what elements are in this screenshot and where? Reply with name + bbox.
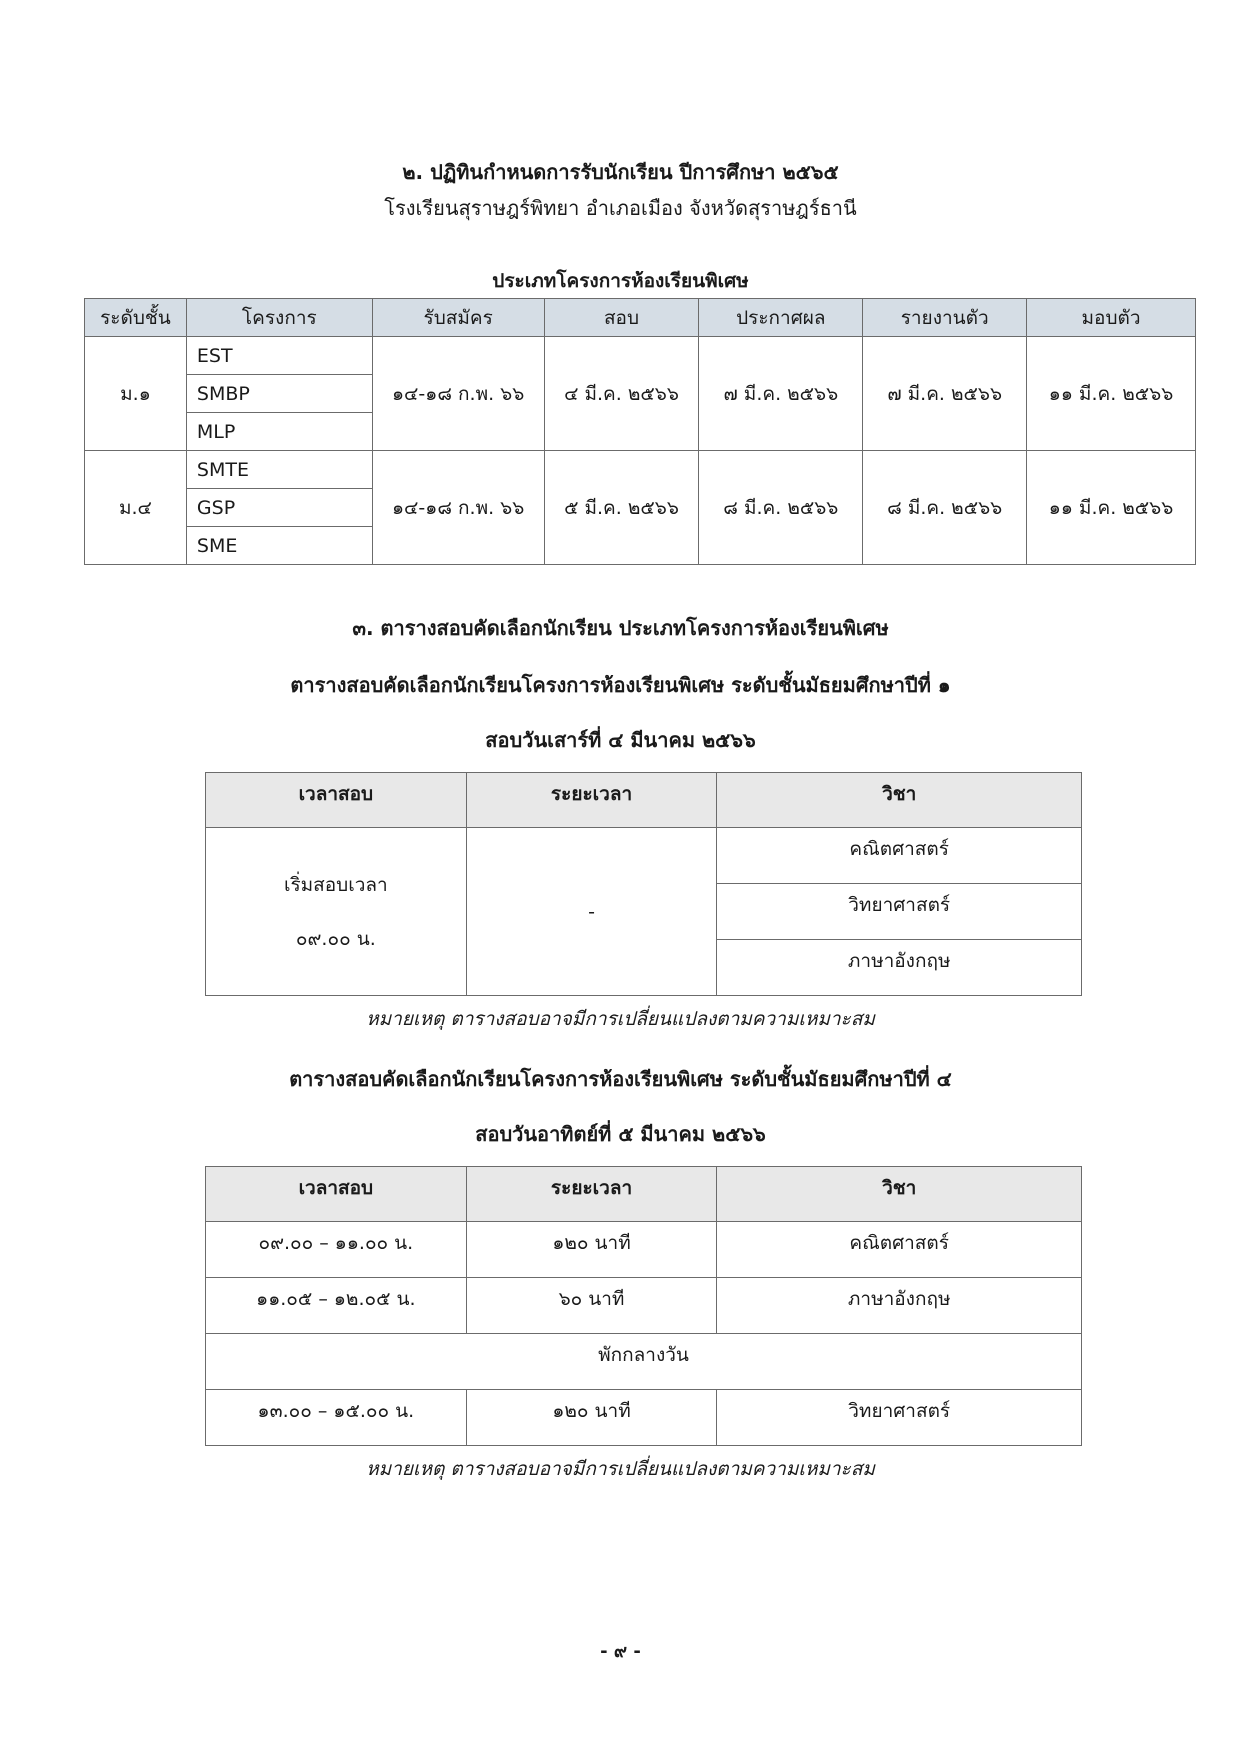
col-header-time: เวลาสอบ [206, 773, 467, 828]
exam-cell: ๕ มี.ค. ๒๕๖๖ [544, 451, 699, 565]
m4-exam-table [205, 1166, 1082, 1446]
project-cell: SMBP [186, 375, 372, 413]
admission-calendar-table [84, 298, 1196, 565]
page-number: - ๙ - [600, 1641, 641, 1662]
duration-cell: ๑๒๐ นาที [466, 1222, 717, 1278]
duration-cell: - [466, 828, 717, 996]
m4-exam-date: สอบวันอาทิตย์ที่ ๕ มีนาคม ๒๕๖๖ [475, 1122, 766, 1146]
col-header-apply: รับสมัคร [372, 299, 544, 337]
m1-exam-table [205, 772, 1082, 996]
apply-cell: ๑๔-๑๘ ก.พ. ๖๖ [372, 337, 544, 451]
duration-cell: ๖๐ นาที [466, 1278, 717, 1334]
level-cell: ม.๑ [85, 337, 187, 451]
enroll-cell: ๑๑ มี.ค. ๒๕๖๖ [1027, 337, 1196, 451]
project-cell: SMTE [186, 451, 372, 489]
subject-cell: วิทยาศาสตร์ [717, 1390, 1082, 1446]
start-time-cell [206, 828, 467, 996]
time-cell: ๐๙.๐๐ – ๑๑.๐๐ น. [206, 1222, 467, 1278]
apply-cell: ๑๔-๑๘ ก.พ. ๖๖ [372, 451, 544, 565]
table-row [206, 1390, 1082, 1446]
table-row [206, 1222, 1082, 1278]
table-header-row [206, 773, 1082, 828]
subject-cell: ภาษาอังกฤษ [717, 940, 1082, 996]
col-header-enroll: มอบตัว [1027, 299, 1196, 337]
col-header-time: เวลาสอบ [206, 1167, 467, 1222]
col-header-duration: ระยะเวลา [466, 773, 717, 828]
subject-cell: วิทยาศาสตร์ [717, 884, 1082, 940]
announce-cell: ๗ มี.ค. ๒๕๖๖ [699, 337, 863, 451]
table-row [85, 451, 1196, 489]
start-time-label: เริ่มสอบเวลา [283, 873, 388, 896]
project-cell: SME [186, 527, 372, 565]
report-cell: ๘ มี.ค. ๒๕๖๖ [863, 451, 1027, 565]
lunch-break-row [206, 1334, 1082, 1390]
time-cell: ๑๓.๐๐ – ๑๕.๐๐ น. [206, 1390, 467, 1446]
subject-cell: ภาษาอังกฤษ [717, 1278, 1082, 1334]
col-header-subject: วิชา [717, 773, 1082, 828]
project-cell: MLP [186, 413, 372, 451]
subject-cell: คณิตศาสตร์ [717, 828, 1082, 884]
enroll-cell: ๑๑ มี.ค. ๒๕๖๖ [1027, 451, 1196, 565]
section2-title: ๒. ปฏิทินกำหนดการรับนักเรียน ปีการศึกษา ๒๕๖๕ [402, 160, 839, 184]
table-row [206, 828, 1082, 884]
subject-cell: คณิตศาสตร์ [717, 1222, 1082, 1278]
col-header-level: ระดับชั้น [85, 299, 187, 337]
report-cell: ๗ มี.ค. ๒๕๖๖ [863, 337, 1027, 451]
col-header-duration: ระยะเวลา [466, 1167, 717, 1222]
col-header-exam: สอบ [544, 299, 699, 337]
m4-note: หมายเหตุ ตารางสอบอาจมีการเปลี่ยนแปลงตามความเหมาะสม [366, 1458, 875, 1480]
col-header-announce: ประกาศผล [699, 299, 863, 337]
duration-cell: ๑๒๐ นาที [466, 1390, 717, 1446]
table-header-row [85, 299, 1196, 337]
table-row [85, 337, 1196, 375]
col-header-subject: วิชา [717, 1167, 1082, 1222]
project-cell: GSP [186, 489, 372, 527]
project-cell: EST [186, 337, 372, 375]
col-header-report: รายงานตัว [863, 299, 1027, 337]
m1-note: หมายเหตุ ตารางสอบอาจมีการเปลี่ยนแปลงตามความเหมาะสม [366, 1008, 875, 1030]
table-header-row [206, 1167, 1082, 1222]
m1-exam-date: สอบวันเสาร์ที่ ๔ มีนาคม ๒๕๖๖ [485, 728, 756, 752]
m1-exam-heading: ตารางสอบคัดเลือกนักเรียนโครงการห้องเรียนพิเศษ ระดับชั้นมัธยมศึกษาปีที่ ๑ [290, 673, 951, 697]
lunch-break-cell: พักกลางวัน [206, 1334, 1082, 1390]
col-header-project: โครงการ [186, 299, 372, 337]
school-name: โรงเรียนสุราษฎร์พิทยา อำเภอเมือง จังหวัดสุราษฎร์ธานี [384, 196, 857, 220]
level-cell: ม.๔ [85, 451, 187, 565]
table-row [206, 1278, 1082, 1334]
m4-exam-heading: ตารางสอบคัดเลือกนักเรียนโครงการห้องเรียนพิเศษ ระดับชั้นมัธยมศึกษาปีที่ ๔ [289, 1067, 952, 1091]
section3-title: ๓. ตารางสอบคัดเลือกนักเรียน ประเภทโครงการห้องเรียนพิเศษ [352, 616, 889, 640]
exam-cell: ๔ มี.ค. ๒๕๖๖ [544, 337, 699, 451]
time-cell: ๑๑.๐๕ – ๑๒.๐๕ น. [206, 1278, 467, 1334]
start-time-value: ๐๙.๐๐ น. [295, 927, 376, 950]
table-caption: ประเภทโครงการห้องเรียนพิเศษ [492, 270, 749, 292]
announce-cell: ๘ มี.ค. ๒๕๖๖ [699, 451, 863, 565]
